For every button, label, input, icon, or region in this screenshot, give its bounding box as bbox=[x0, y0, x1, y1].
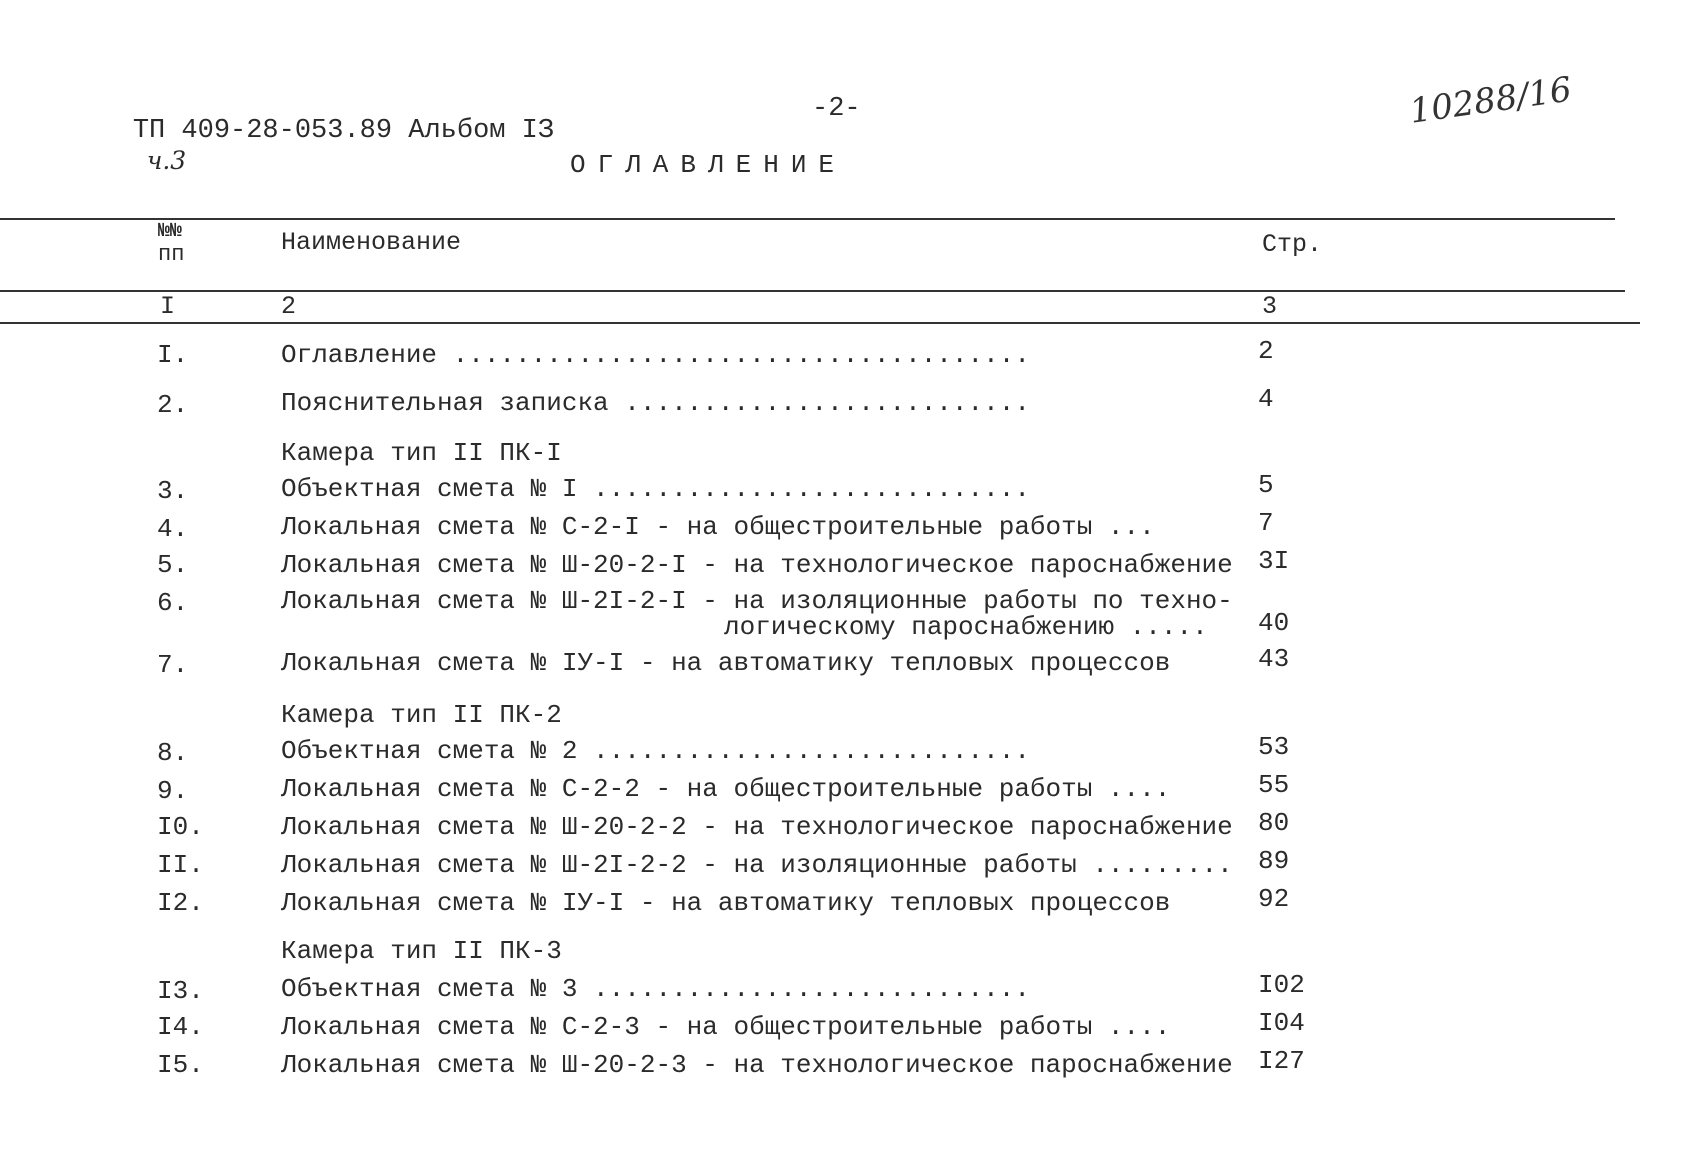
document-code-text: ТП 409-28-053.89 Альбом IЗ bbox=[132, 116, 555, 146]
toc-num: 5. bbox=[157, 550, 189, 580]
toc-name: Локальная смета № Ш-20-2-3 - на технологическое пароснабжение bbox=[281, 1050, 1233, 1080]
toc-name: Локальная смета № Ш-2I-2-I - на изоляционные работы по техно- bbox=[281, 586, 1233, 616]
toc-name: Объектная смета № 2 ............................ bbox=[281, 736, 1030, 766]
toc-num: I3. bbox=[157, 976, 204, 1006]
toc-num: 3. bbox=[157, 476, 189, 506]
toc-name: Локальная смета № С-2-I - на общестроительные работы ... bbox=[281, 512, 1155, 542]
page-header: Стр. bbox=[1262, 230, 1323, 259]
toc-name: Локальная смета № Ш-20-2-2 - на технологическое пароснабжение bbox=[281, 812, 1233, 842]
toc-page: I27 bbox=[1258, 1046, 1305, 1076]
toc-name: Локальная смета № Ш-2I-2-2 - на изоляционные работы ......... bbox=[281, 850, 1233, 880]
toc-name: Оглавление ..................................... bbox=[281, 340, 1030, 370]
toc-name: Пояснительная записка .......................... bbox=[281, 388, 1030, 418]
toc-name: Локальная смета № IУ-I - на автоматику тепловых процессов bbox=[281, 648, 1171, 678]
index-col-3: 3 bbox=[1262, 292, 1278, 321]
toc-page: 3I bbox=[1258, 546, 1290, 576]
handwritten-stamp: 10288/16 bbox=[1407, 69, 1575, 132]
toc-page: 7 bbox=[1258, 508, 1274, 538]
toc-page: 5 bbox=[1258, 470, 1274, 500]
toc-num: 4. bbox=[157, 514, 189, 544]
section-heading: Камера тип II ПК-2 bbox=[281, 700, 562, 730]
toc-page: I04 bbox=[1258, 1008, 1305, 1038]
header-rule bbox=[0, 290, 1625, 292]
toc-num: II. bbox=[157, 850, 204, 880]
index-rule bbox=[0, 322, 1640, 324]
section-heading: Камера тип II ПК-3 bbox=[281, 936, 562, 966]
index-col-1: I bbox=[160, 292, 176, 321]
toc-page: 89 bbox=[1258, 846, 1290, 876]
toc-page: 2 bbox=[1258, 336, 1274, 366]
toc-page: 4 bbox=[1258, 384, 1274, 414]
toc-page: 55 bbox=[1258, 770, 1290, 800]
toc-num: I4. bbox=[157, 1012, 204, 1042]
toc-num: 6. bbox=[157, 588, 189, 618]
toc-num: 9. bbox=[157, 776, 189, 806]
toc-name: Объектная смета № 3 ............................ bbox=[281, 974, 1030, 1004]
toc-num: I0. bbox=[157, 812, 204, 842]
page-number: -2- bbox=[812, 94, 861, 124]
toc-page: 53 bbox=[1258, 732, 1290, 762]
toc-num: 7. bbox=[157, 650, 189, 680]
toc-page: 40 bbox=[1258, 608, 1290, 638]
document-code bbox=[68, 86, 554, 208]
toc-page: 92 bbox=[1258, 884, 1290, 914]
page-title: ОГЛАВЛЕНИЕ bbox=[570, 150, 847, 180]
toc-page: I02 bbox=[1258, 970, 1305, 1000]
toc-name: Локальная смета № С-2-2 - на общестроительные работы .... bbox=[281, 774, 1171, 804]
toc-num: 8. bbox=[157, 738, 189, 768]
toc-name: Локальная смета № IУ-I - на автоматику тепловых процессов bbox=[281, 888, 1171, 918]
index-col-2: 2 bbox=[281, 292, 297, 321]
toc-page: 43 bbox=[1258, 644, 1290, 674]
toc-page: 80 bbox=[1258, 808, 1290, 838]
top-rule bbox=[0, 218, 1615, 220]
toc-name: Локальная смета № С-2-3 - на общестроительные работы .... bbox=[281, 1012, 1171, 1042]
toc-num: I2. bbox=[157, 888, 204, 918]
section-heading: Камера тип II ПК-I bbox=[281, 438, 562, 468]
toc-name: Объектная смета № I ............................ bbox=[281, 474, 1030, 504]
name-header: Наименование bbox=[281, 228, 462, 257]
num-header-1: №№ bbox=[158, 220, 183, 243]
toc-num: I5. bbox=[157, 1050, 204, 1080]
toc-num: I. bbox=[157, 340, 189, 370]
toc-name: Локальная смета № Ш-20-2-I - на технологическое пароснабжение bbox=[281, 550, 1233, 580]
toc-num: 2. bbox=[157, 390, 189, 420]
toc-name-continued: логическому пароснабжению ..... bbox=[724, 612, 1208, 642]
num-header-2: пп bbox=[158, 242, 185, 267]
part-label: ч.3 bbox=[146, 146, 187, 175]
